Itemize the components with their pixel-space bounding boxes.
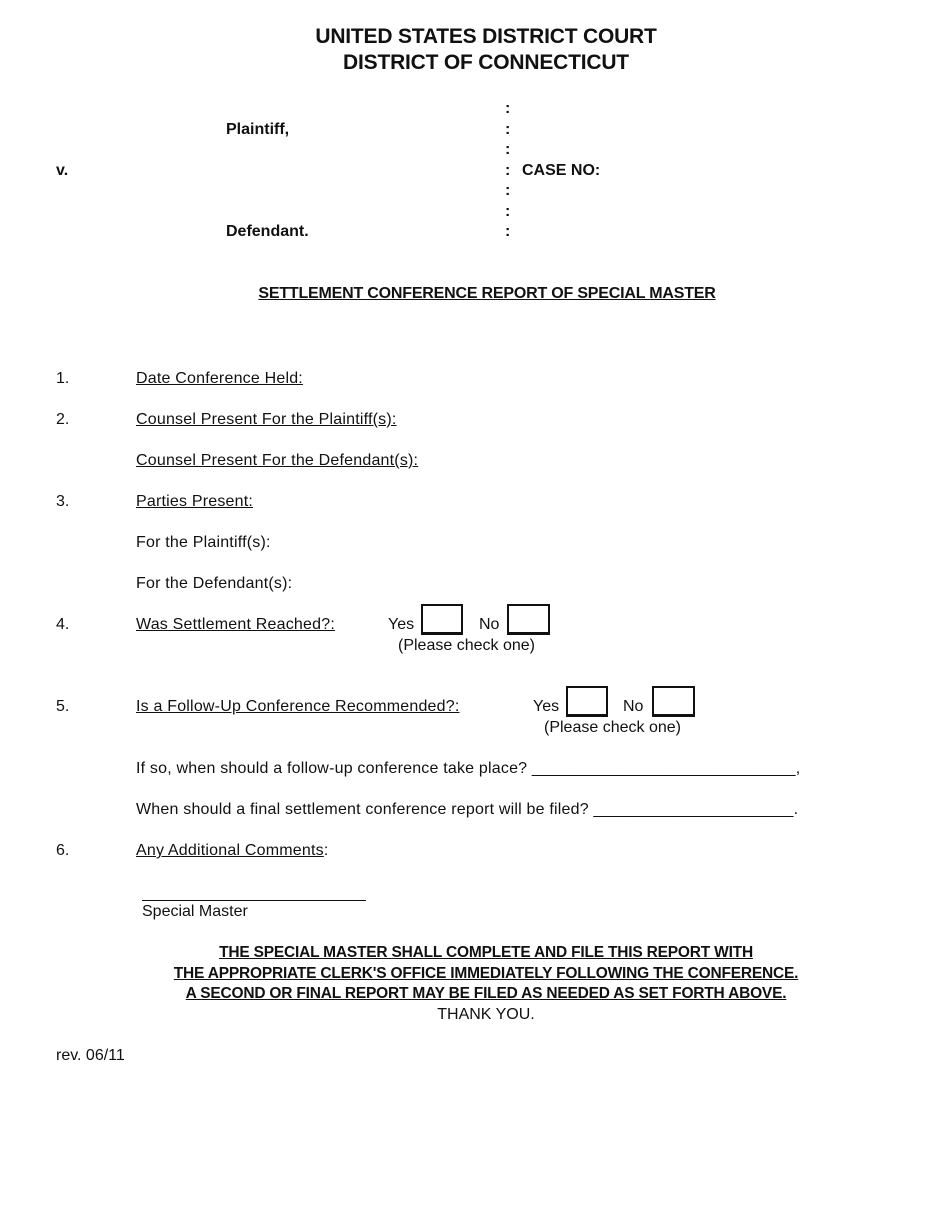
caption-colon: : <box>505 223 511 240</box>
followup-recommended-label: Is a Follow-Up Conference Recommended?: <box>136 698 460 715</box>
notice-line-3: A SECOND OR FINAL REPORT MAY BE FILED AS NEEDED AS SET FORTH ABOVE. <box>185 985 787 1002</box>
parties-defendant-label: For the Defendant(s): <box>136 575 293 592</box>
caption-colon: : <box>505 203 511 220</box>
revision-date: rev. 06/11 <box>56 1047 125 1064</box>
notice-line-1: THE SPECIAL MASTER SHALL COMPLETE AND FILE THIS REPORT WITH <box>219 944 753 961</box>
caption-colon: : <box>505 141 511 158</box>
additional-comments-text: Any Additional Comments <box>136 842 324 859</box>
followup-date-question: If so, when should a follow-up conference take place? _____________________________, <box>136 760 801 777</box>
item-number: 4. <box>56 616 70 633</box>
notice-line-2: THE APPROPRIATE CLERK'S OFFICE IMMEDIATELY FOLLOWING THE CONFERENCE. <box>173 965 799 982</box>
caption-colon: : <box>505 100 511 117</box>
final-report-date-question: When should a final settlement conference report will be filed? ______________________. <box>136 801 799 818</box>
thank-you-text: THANK YOU. <box>437 1006 535 1023</box>
caption-colon: : <box>505 121 511 138</box>
followup-yes-label: Yes <box>533 698 560 715</box>
date-conference-held-label: Date Conference Held: <box>136 370 303 387</box>
counsel-plaintiff-label: Counsel Present For the Plaintiff(s): <box>136 411 397 428</box>
settlement-no-label: No <box>479 616 500 633</box>
special-master-label: Special Master <box>142 903 248 920</box>
item-number: 1. <box>56 370 70 387</box>
parties-plaintiff-label: For the Plaintiff(s): <box>136 534 271 551</box>
defendant-label: Defendant. <box>226 223 309 240</box>
followup-no-checkbox[interactable] <box>652 686 695 717</box>
followup-no-label: No <box>623 698 644 715</box>
item-number: 6. <box>56 842 70 859</box>
settlement-no-checkbox[interactable] <box>507 604 550 635</box>
item-number: 2. <box>56 411 70 428</box>
check-one-hint: (Please check one) <box>398 637 535 654</box>
district-name: DISTRICT OF CONNECTICUT <box>343 51 629 74</box>
court-name: UNITED STATES DISTRICT COURT <box>315 25 657 48</box>
counsel-defendant-label: Counsel Present For the Defendant(s): <box>136 452 419 469</box>
case-number-label: CASE NO: <box>522 162 601 179</box>
settlement-yes-label: Yes <box>388 616 415 633</box>
settlement-yes-checkbox[interactable] <box>421 604 463 635</box>
additional-comments-colon: : <box>323 842 329 859</box>
plaintiff-label: Plaintiff, <box>226 121 290 138</box>
caption-colon: : <box>505 182 511 199</box>
parties-present-label: Parties Present: <box>136 493 254 510</box>
report-title: SETTLEMENT CONFERENCE REPORT OF SPECIAL MASTER <box>258 285 716 302</box>
signature-line <box>142 900 366 901</box>
followup-yes-checkbox[interactable] <box>566 686 608 717</box>
item-number: 3. <box>56 493 70 510</box>
additional-comments-label <box>136 842 328 860</box>
check-one-hint: (Please check one) <box>544 719 681 736</box>
caption-colon: : <box>505 162 511 179</box>
versus-label: v. <box>56 162 69 179</box>
item-number: 5. <box>56 698 70 715</box>
settlement-reached-label: Was Settlement Reached?: <box>136 616 335 633</box>
